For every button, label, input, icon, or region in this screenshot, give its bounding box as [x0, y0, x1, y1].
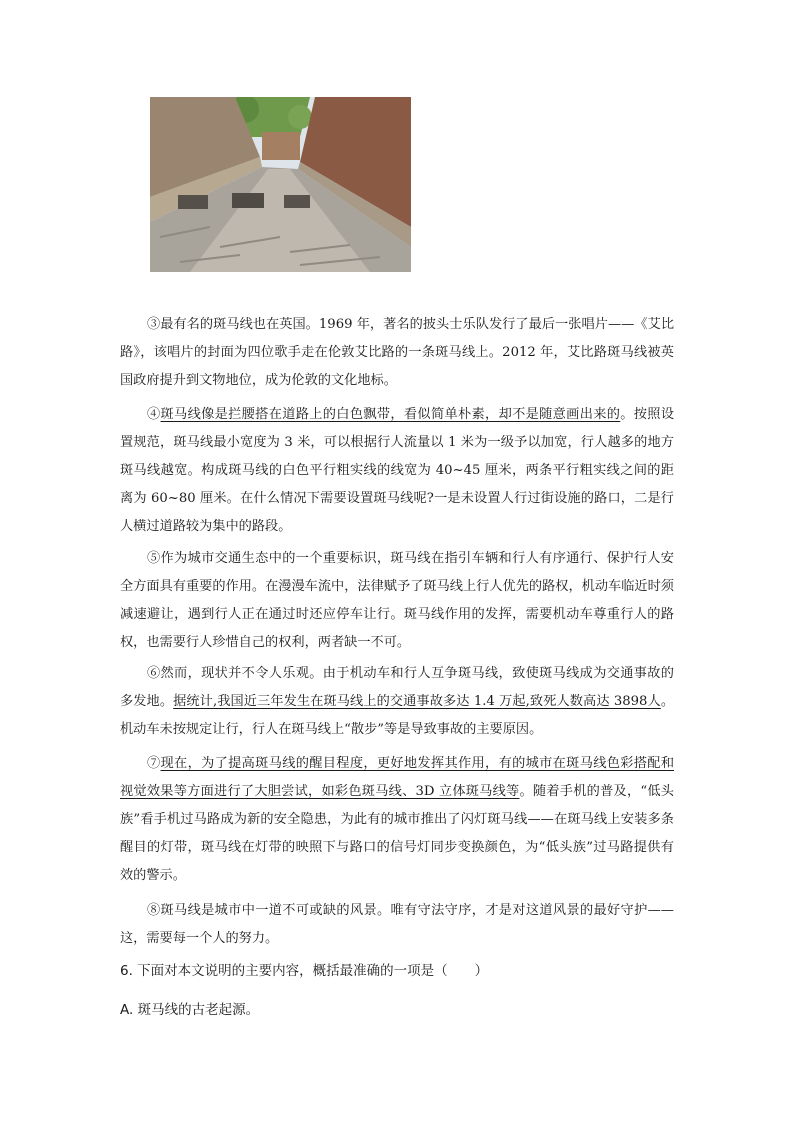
paragraph-6: ⑥然而，现状并不令人乐观。由于机动车和行人互争斑马线，致使斑马线成为交通事故的多发地。据统计,我国近三年发生在斑马线上的交通事故多达 1.4 万起,致死人数高达 3898人。机动车未按规定让行，行人在斑马线上“散步”等是导致事故的主要原因。 — [120, 666, 674, 737]
paragraph-8: ⑧斑马线是城市中一道不可或缺的风景。唯有守法守序，才是对这道风景的最好守护——这，需要每一个人的努力。 — [120, 903, 674, 946]
paragraph-5: ⑤作为城市交通生态中的一个重要标识，斑马线在指引车辆和行人有序通行、保护行人安全方面具有重要的作用。在漫漫车流中，法律赋予了斑马线上行人优先的路权，机动车临近时须减速避让，遇到行人正在通过时还应停车让行。斑马线作用的发挥，需要机动车尊重行人的路权，也需要行人珍惜自己的权利，两者缺一不可。 — [120, 551, 674, 650]
ancient-stone-road-photo — [150, 97, 411, 272]
paragraph-4: ④斑马线像是拦腰搭在道路上的白色飘带，看似简单朴素，却不是随意画出来的。按照设置规范，斑马线最小宽度为 3 米，可以根据行人流量以 1 米为一级予以加宽，行人越多的地方斑马线越宽。构成斑马线的白色平行粗实线的线宽为 40~45 厘米，两条平行粗实线之间的距离为 60~80 厘米。在什么情况下需要设置斑马线呢?一是未设置人行过街设施的路口，二是行人横过道路较为集中的路段。 — [120, 407, 675, 534]
paragraph-3: ③最有名的斑马线也在英国。1969 年，著名的披头士乐队发行了最后一张唱片——《艾比路》，该唱片的封面为四位歌手走在伦敦艾比路的一条斑马线上。2012 年，艾比路斑马线被英国政府提升到文物地位，成为伦敦的文化地标。 — [120, 317, 674, 388]
option-a: A. 斑马线的古老起源。 — [120, 1002, 260, 1018]
underlined-sentence: 现在，为了提高斑马线的醒目程度，更好地发挥其作用，有的城市在斑马线色彩搭配和视觉效果等方面进行了大胆尝试，如彩色斑马线、3D 立体斑马线等 — [120, 756, 675, 799]
question-stem: 6. 下面对本文说明的主要内容，概括最准确的一项是（ ） — [120, 963, 489, 979]
underlined-sentence: 斑马线像是拦腰搭在道路上的白色飘带，看似简单朴素，却不是随意画出来的 — [160, 407, 621, 422]
underlined-sentence: 据统计,我国近三年发生在斑马线上的交通事故多达 1.4 万起,致死人数高达 3898人 — [173, 694, 661, 709]
paragraph-7: ⑦现在，为了提高斑马线的醒目程度，更好地发挥其作用，有的城市在斑马线色彩搭配和视觉效果等方面进行了大胆尝试，如彩色斑马线、3D 立体斑马线等。随着手机的普及，“低头族”看手机过马路成为新的安全隐患，为此有的城市推出了闪灯斑马线——在斑马线上安装多条醒目的灯带，斑马线在灯带的映照下与路口的信号灯同步变换颜色，为“低头族”过马路提供有效的警示。 — [120, 756, 675, 883]
